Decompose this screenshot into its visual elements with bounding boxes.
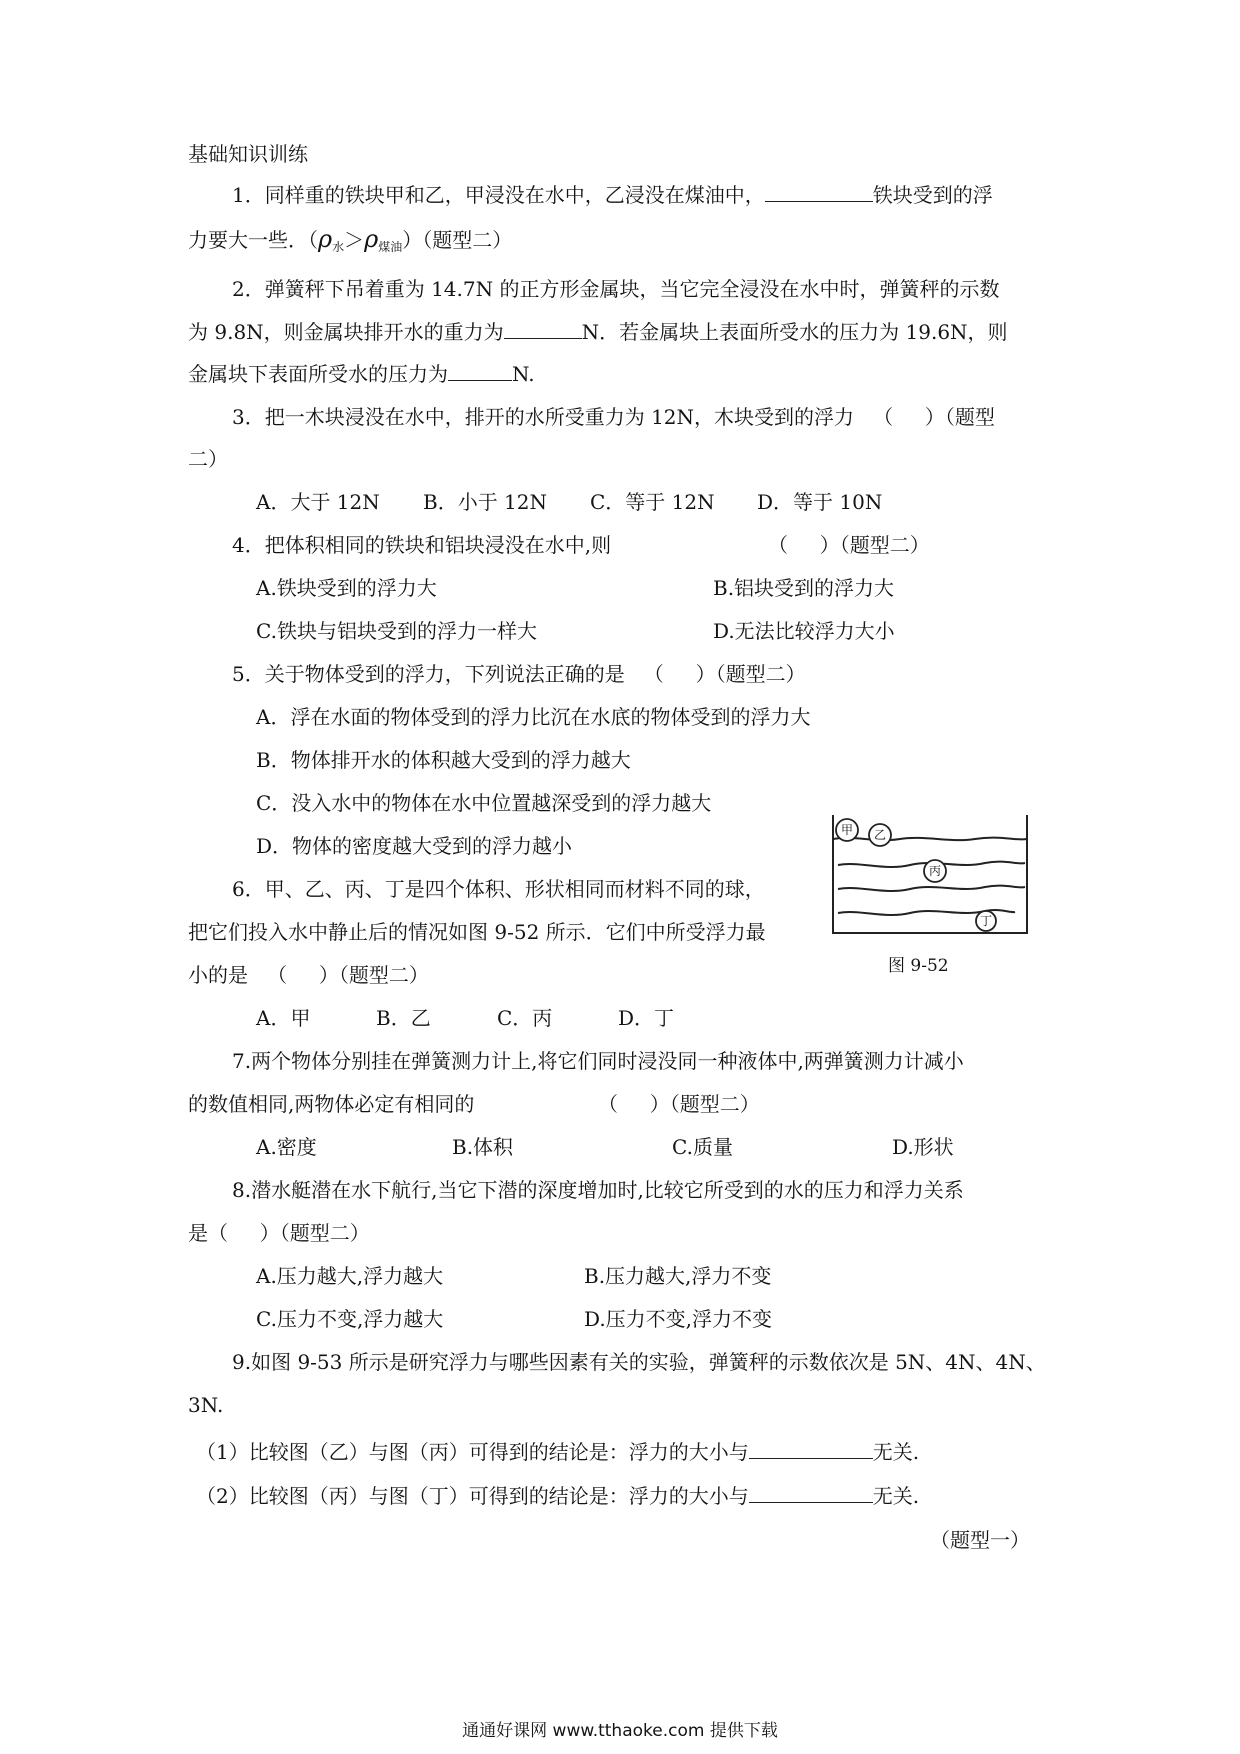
question-1-line-1 (232, 183, 993, 207)
question-6-line-3: 小的是 （ ）（题型二） (188, 963, 429, 987)
q8-option-b: B.压力越大,浮力不变 (584, 1264, 772, 1288)
ball-yi-label: 乙 (873, 828, 887, 842)
figure-9-52-diagram (830, 813, 1030, 938)
rho-symbol: ρ (318, 225, 333, 253)
q4-answer-paren: （ ）（题型二） (768, 533, 930, 557)
ball-bing-label: 丙 (928, 864, 942, 878)
q8-option-a: A.压力越大,浮力越大 (256, 1264, 444, 1288)
q1-answer-blank[interactable] (765, 183, 873, 202)
q6-option-b: B．乙 (376, 1006, 431, 1030)
q8-option-c: C.压力不变,浮力越大 (256, 1307, 444, 1331)
q2-text-d: N. (512, 362, 535, 386)
rho-subscript-kerosene: 煤油 (378, 240, 403, 254)
q4-option-c: C.铁块与铝块受到的浮力一样大 (256, 619, 537, 643)
greater-than-sign: ＞ (344, 228, 365, 252)
q1-text-d: ）（题型二） (402, 228, 513, 252)
q3-option-b: B．小于 12N (423, 490, 548, 514)
question-5-line-1: 5．关于物体受到的浮力，下列说法正确的是 （ ）（题型二） (232, 662, 806, 686)
question-9-line-2: 3N. (188, 1393, 224, 1417)
q4-option-b: B.铝块受到的浮力大 (713, 576, 895, 600)
q9-sub2-text: （2）比较图（丙）与图（丁）可得到的结论是：浮力的大小与 (196, 1484, 749, 1508)
q2-answer-blank-1[interactable] (504, 320, 582, 339)
footer-source: 通通好课网 www.tthaoke.com 提供下载 (462, 1721, 778, 1741)
q9-answer-blank-1[interactable] (749, 1440, 873, 1459)
question-2-line-2 (188, 320, 1008, 344)
q1-text-c: 力要大一些．（ (188, 228, 318, 252)
question-8-line-2: 是（ ）（题型二） (188, 1221, 370, 1245)
question-8-line-1: 8.潜水艇潜在水下航行,当它下潜的深度增加时,比较它所受到的水的压力和浮力关系 (232, 1178, 964, 1202)
q5-option-c: C．没入水中的物体在水中位置越深受到的浮力越大 (256, 791, 712, 815)
water-surface-line (833, 838, 1027, 841)
q9-answer-blank-2[interactable] (749, 1484, 873, 1503)
q2-text-a: 为 9.8N，则金属块排开水的重力为 (188, 320, 504, 344)
ball-ding-label: 丁 (979, 914, 993, 928)
q9-sub2-end: 无关. (872, 1484, 920, 1508)
q4-option-a: A.铁块受到的浮力大 (256, 576, 437, 600)
rho-subscript-water: 水 (332, 240, 345, 254)
question-9-sub-1 (196, 1440, 919, 1464)
q5-option-a: A．浮在水面的物体受到的浮力比沉在水底的物体受到的浮力大 (256, 705, 811, 729)
q2-text-c: 金属块下表面所受水的压力为 (188, 362, 448, 386)
q3-option-a: A．大于 12N (256, 490, 380, 514)
question-9-line-1: 9.如图 9-53 所示是研究浮力与哪些因素有关的实验，弹簧秤的示数依次是 5N、4N、4N、 (232, 1350, 1046, 1374)
q1-text-a: 1．同样重的铁块甲和乙，甲浸没在水中，乙浸没在煤油中， (232, 183, 765, 207)
q2-text-b: N．若金属块上表面所受水的压力为 19.6N，则 (581, 320, 1008, 344)
q9-sub1-text: （1）比较图（乙）与图（丙）可得到的结论是：浮力的大小与 (196, 1440, 749, 1464)
q5-option-b: B．物体排开水的体积越大受到的浮力越大 (256, 748, 631, 772)
question-9-type-tag: （题型一） (930, 1528, 1030, 1552)
q1-text-b: 铁块受到的浮 (872, 183, 993, 207)
q6-option-a: A．甲 (256, 1006, 311, 1030)
q3-option-c: C．等于 12N (590, 490, 715, 514)
q2-answer-blank-2[interactable] (448, 362, 512, 381)
figure-9-52-caption: 图 9-52 (888, 956, 949, 976)
ball-jia-label: 甲 (840, 823, 854, 837)
question-3-line-1: 3．把一木块浸没在水中，排开的水所受重力为 12N，木块受到的浮力 （ ）（题型 (232, 405, 995, 429)
q6-option-d: D．丁 (618, 1006, 675, 1030)
q7-option-c: C.质量 (672, 1135, 733, 1159)
q3-option-d: D．等于 10N (757, 490, 883, 514)
question-2-line-1: 2．弹簧秤下吊着重为 14.7N 的正方形金属块，当它完全浸没在水中时，弹簧秤的示数 (232, 277, 1000, 301)
q6-option-c: C．丙 (497, 1006, 553, 1030)
question-2-line-3 (188, 362, 535, 386)
question-4-line-1: 4．把体积相同的铁块和铝块浸没在水中,则 (232, 533, 612, 557)
q7-option-d: D.形状 (892, 1135, 954, 1159)
question-6-line-1: 6．甲、乙、丙、丁是四个体积、形状相同而材料不同的球， (232, 877, 765, 901)
question-1-line-2 (188, 227, 512, 259)
question-6-line-2: 把它们投入水中静止后的情况如图 9-52 所示．它们中所受浮力最 (188, 920, 766, 944)
q8-option-d: D.压力不变,浮力不变 (584, 1307, 773, 1331)
question-3-line-2: 二） (188, 447, 228, 471)
q9-sub1-end: 无关. (872, 1440, 920, 1464)
q7-option-b: B.体积 (452, 1135, 514, 1159)
q4-option-d: D.无法比较浮力大小 (713, 619, 895, 643)
question-7-line-2: 的数值相同,两物体必定有相同的 (188, 1092, 475, 1116)
rho-symbol: ρ (364, 225, 379, 253)
q7-option-a: A.密度 (256, 1135, 317, 1159)
question-7-line-1: 7.两个物体分别挂在弹簧测力计上,将它们同时浸没同一种液体中,两弹簧测力计减小 (232, 1049, 964, 1073)
section-title: 基础知识训练 (188, 142, 308, 166)
water-wave-line (838, 886, 1025, 891)
q7-answer-paren: （ ）（题型二） (598, 1092, 760, 1116)
q5-option-d: D．物体的密度越大受到的浮力越小 (256, 834, 573, 858)
question-9-sub-2 (196, 1484, 919, 1508)
